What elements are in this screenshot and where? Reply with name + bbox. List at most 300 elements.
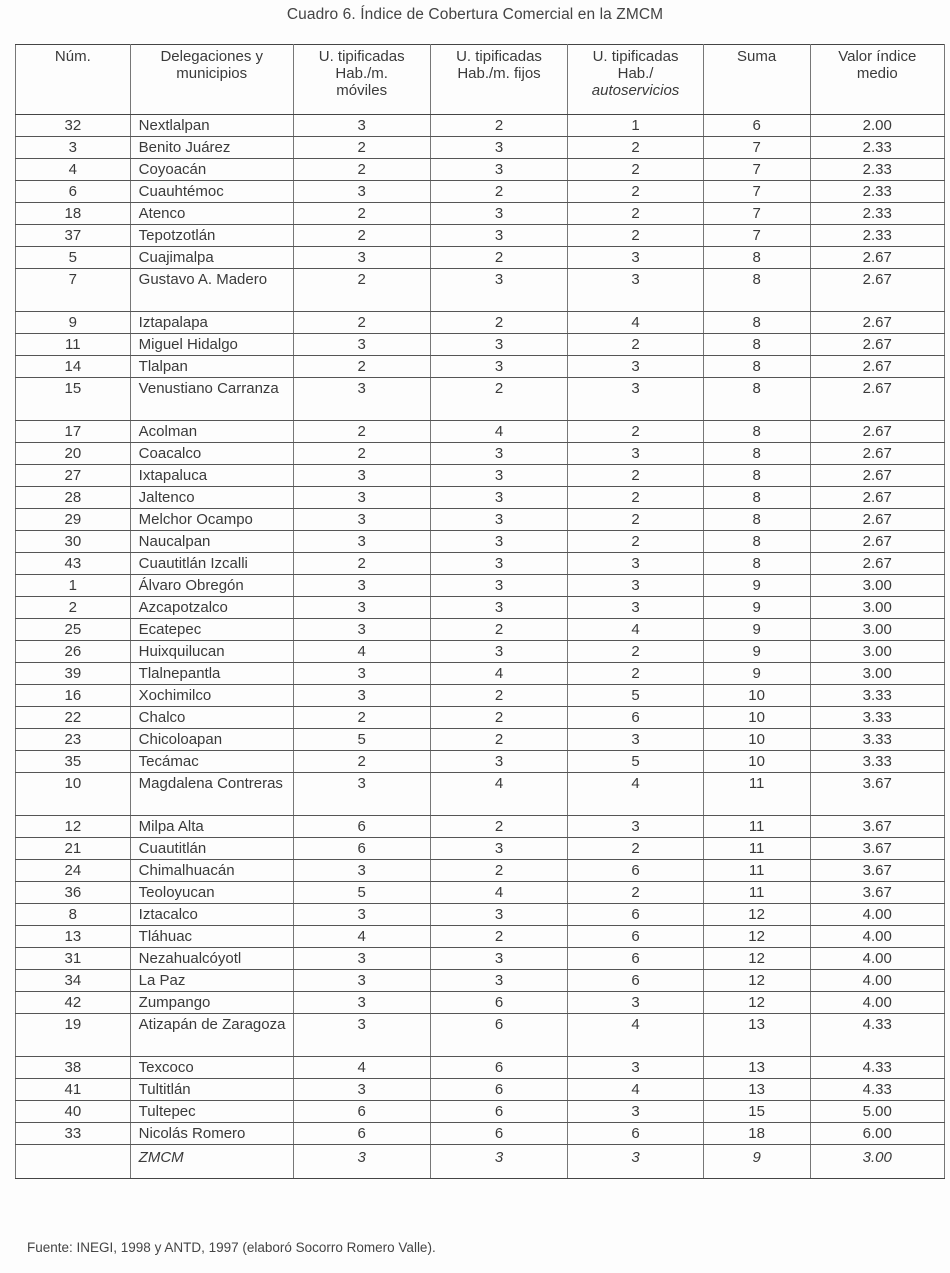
table-row	[16, 443, 945, 465]
table-row	[16, 619, 945, 641]
table-row	[16, 773, 945, 816]
cell-autoservicios: 6	[568, 904, 703, 926]
cell-suma: 13	[703, 1079, 810, 1101]
table-row	[16, 882, 945, 904]
cell-num: 14	[16, 356, 131, 378]
table-row	[16, 225, 945, 247]
cell-suma: 11	[703, 882, 810, 904]
cell-moviles: 3	[293, 685, 430, 707]
header-autoservicios-line1: U. tipificadas	[592, 48, 679, 65]
cell-indice: 3.00	[810, 619, 944, 641]
cell-suma: 13	[703, 1057, 810, 1079]
cell-suma: 11	[703, 838, 810, 860]
cell-moviles: 2	[293, 269, 430, 312]
cell-indice: 3.67	[810, 838, 944, 860]
cell-num: 19	[16, 1014, 131, 1057]
cell-autoservicios: 5	[568, 685, 703, 707]
cell-num: 10	[16, 773, 131, 816]
cell-suma: 8	[703, 247, 810, 269]
header-autoservicios	[568, 45, 703, 115]
cell-fijos: 3	[430, 641, 568, 663]
cell-autoservicios: 2	[568, 641, 703, 663]
cell-indice: 3.00	[810, 575, 944, 597]
header-num-label: Núm.	[54, 48, 91, 65]
cell-fijos: 3	[430, 531, 568, 553]
cell-moviles: 3	[293, 860, 430, 882]
cell-suma: 8	[703, 378, 810, 421]
cell-autoservicios: 3	[568, 1101, 703, 1123]
cell-indice: 2.33	[810, 203, 944, 225]
table-row	[16, 531, 945, 553]
cell-indice: 2.67	[810, 247, 944, 269]
cell-indice: 3.00	[810, 1145, 944, 1179]
cell-num: 35	[16, 751, 131, 773]
cell-indice: 4.33	[810, 1057, 944, 1079]
cell-indice: 3.33	[810, 707, 944, 729]
header-moviles-line3: móviles	[336, 82, 388, 99]
cell-fijos: 2	[430, 926, 568, 948]
cell-fijos: 4	[430, 421, 568, 443]
cell-autoservicios: 2	[568, 531, 703, 553]
cell-fijos: 2	[430, 816, 568, 838]
cell-moviles: 3	[293, 334, 430, 356]
cell-moviles: 3	[293, 465, 430, 487]
cell-name: Ixtapaluca	[130, 465, 293, 487]
table-header-row	[16, 45, 945, 115]
cell-suma: 10	[703, 685, 810, 707]
cell-num: 21	[16, 838, 131, 860]
cell-suma: 6	[703, 115, 810, 137]
cell-name: Chicoloapan	[130, 729, 293, 751]
cell-name: Miguel Hidalgo	[130, 334, 293, 356]
table-row	[16, 729, 945, 751]
cell-num: 25	[16, 619, 131, 641]
cell-moviles: 3	[293, 992, 430, 1014]
cell-suma: 8	[703, 509, 810, 531]
cell-num: 36	[16, 882, 131, 904]
cell-indice: 2.67	[810, 378, 944, 421]
cell-moviles: 3	[293, 904, 430, 926]
cell-autoservicios: 6	[568, 926, 703, 948]
cell-fijos: 3	[430, 509, 568, 531]
cell-indice: 2.33	[810, 159, 944, 181]
coverage-index-table	[15, 44, 945, 1179]
cell-name: Nextlalpan	[130, 115, 293, 137]
cell-indice: 3.67	[810, 773, 944, 816]
cell-name: Cuajimalpa	[130, 247, 293, 269]
cell-autoservicios: 3	[568, 816, 703, 838]
cell-name: Atizapán de Zaragoza	[130, 1014, 293, 1057]
cell-name: Naucalpan	[130, 531, 293, 553]
cell-indice: 2.67	[810, 356, 944, 378]
cell-autoservicios: 1	[568, 115, 703, 137]
cell-indice: 4.00	[810, 970, 944, 992]
cell-suma: 10	[703, 729, 810, 751]
cell-name: Nezahualcóyotl	[130, 948, 293, 970]
cell-autoservicios: 4	[568, 1079, 703, 1101]
cell-num: 4	[16, 159, 131, 181]
cell-num: 22	[16, 707, 131, 729]
cell-moviles: 3	[293, 247, 430, 269]
cell-moviles: 2	[293, 203, 430, 225]
cell-autoservicios: 3	[568, 729, 703, 751]
cell-name: Tlalnepantla	[130, 663, 293, 685]
header-indice-line2: medio	[856, 65, 898, 82]
cell-suma: 9	[703, 663, 810, 685]
cell-name: Tultepec	[130, 1101, 293, 1123]
cell-moviles: 3	[293, 663, 430, 685]
cell-fijos: 6	[430, 992, 568, 1014]
cell-num: 29	[16, 509, 131, 531]
cell-num: 28	[16, 487, 131, 509]
cell-fijos: 3	[430, 356, 568, 378]
header-delegaciones-line2: municipios	[176, 65, 248, 82]
cell-suma: 8	[703, 421, 810, 443]
cell-fijos: 3	[430, 948, 568, 970]
cell-name: Venustiano Carranza	[130, 378, 293, 421]
cell-autoservicios: 3	[568, 1145, 703, 1179]
header-moviles-line2: Hab./m.	[335, 65, 388, 82]
cell-name: Milpa Alta	[130, 816, 293, 838]
cell-indice: 2.00	[810, 115, 944, 137]
table-row	[16, 663, 945, 685]
cell-suma: 9	[703, 641, 810, 663]
header-suma-label: Suma	[737, 48, 777, 65]
cell-indice: 2.67	[810, 553, 944, 575]
cell-fijos: 3	[430, 597, 568, 619]
cell-fijos: 3	[430, 1145, 568, 1179]
cell-suma: 8	[703, 553, 810, 575]
header-moviles	[293, 45, 430, 115]
cell-suma: 13	[703, 1014, 810, 1057]
table-caption: Cuadro 6. Índice de Cobertura Comercial en la ZMCM	[286, 6, 664, 23]
cell-fijos: 2	[430, 729, 568, 751]
cell-num: 5	[16, 247, 131, 269]
cell-indice: 2.67	[810, 531, 944, 553]
cell-fijos: 4	[430, 882, 568, 904]
cell-moviles: 3	[293, 1145, 430, 1179]
cell-autoservicios: 3	[568, 269, 703, 312]
cell-name: Cuauhtémoc	[130, 181, 293, 203]
cell-name: ZMCM	[130, 1145, 293, 1179]
cell-num: 6	[16, 181, 131, 203]
cell-name: Melchor Ocampo	[130, 509, 293, 531]
table-row	[16, 378, 945, 421]
cell-fijos: 6	[430, 1079, 568, 1101]
cell-fijos: 4	[430, 773, 568, 816]
cell-autoservicios: 2	[568, 465, 703, 487]
cell-name: Jaltenco	[130, 487, 293, 509]
cell-suma: 12	[703, 904, 810, 926]
cell-indice: 4.00	[810, 992, 944, 1014]
cell-autoservicios: 3	[568, 992, 703, 1014]
cell-fijos: 3	[430, 269, 568, 312]
cell-suma: 8	[703, 487, 810, 509]
cell-indice: 2.33	[810, 137, 944, 159]
cell-num: 24	[16, 860, 131, 882]
cell-num: 20	[16, 443, 131, 465]
cell-autoservicios: 6	[568, 970, 703, 992]
cell-name: La Paz	[130, 970, 293, 992]
table-row	[16, 487, 945, 509]
header-fijos	[430, 45, 568, 115]
table-row	[16, 137, 945, 159]
table-row	[16, 269, 945, 312]
table-row	[16, 575, 945, 597]
cell-indice: 2.33	[810, 181, 944, 203]
cell-moviles: 3	[293, 970, 430, 992]
cell-indice: 2.67	[810, 269, 944, 312]
cell-autoservicios: 4	[568, 619, 703, 641]
table-row	[16, 159, 945, 181]
cell-moviles: 2	[293, 225, 430, 247]
cell-num: 7	[16, 269, 131, 312]
cell-name: Nicolás Romero	[130, 1123, 293, 1145]
table-row	[16, 421, 945, 443]
cell-fijos: 3	[430, 553, 568, 575]
cell-num: 9	[16, 312, 131, 334]
cell-autoservicios: 2	[568, 421, 703, 443]
table-row	[16, 992, 945, 1014]
cell-suma: 11	[703, 816, 810, 838]
header-suma	[703, 45, 810, 115]
cell-autoservicios: 2	[568, 181, 703, 203]
cell-moviles: 4	[293, 641, 430, 663]
cell-moviles: 3	[293, 531, 430, 553]
cell-autoservicios: 2	[568, 487, 703, 509]
cell-indice: 2.67	[810, 487, 944, 509]
cell-suma: 9	[703, 1145, 810, 1179]
cell-fijos: 2	[430, 247, 568, 269]
cell-fijos: 3	[430, 751, 568, 773]
cell-indice: 3.67	[810, 816, 944, 838]
cell-suma: 10	[703, 751, 810, 773]
cell-suma: 9	[703, 575, 810, 597]
cell-autoservicios: 4	[568, 1014, 703, 1057]
cell-indice: 2.67	[810, 334, 944, 356]
cell-autoservicios: 2	[568, 509, 703, 531]
cell-num: 31	[16, 948, 131, 970]
cell-indice: 3.33	[810, 685, 944, 707]
cell-suma: 9	[703, 619, 810, 641]
cell-autoservicios: 3	[568, 575, 703, 597]
cell-num: 32	[16, 115, 131, 137]
header-indice-line1: Valor índice	[838, 48, 917, 65]
table-row	[16, 926, 945, 948]
cell-moviles: 3	[293, 619, 430, 641]
cell-suma: 10	[703, 707, 810, 729]
cell-num: 26	[16, 641, 131, 663]
cell-fijos: 3	[430, 159, 568, 181]
cell-indice: 3.67	[810, 882, 944, 904]
cell-suma: 8	[703, 312, 810, 334]
cell-moviles: 3	[293, 378, 430, 421]
table-row	[16, 970, 945, 992]
cell-suma: 18	[703, 1123, 810, 1145]
cell-moviles: 4	[293, 926, 430, 948]
table-row	[16, 334, 945, 356]
cell-num: 12	[16, 816, 131, 838]
cell-indice: 3.33	[810, 729, 944, 751]
cell-name: Chimalhuacán	[130, 860, 293, 882]
cell-name: Huixquilucan	[130, 641, 293, 663]
table-row	[16, 356, 945, 378]
cell-fijos: 3	[430, 443, 568, 465]
cell-moviles: 6	[293, 1123, 430, 1145]
cell-autoservicios: 6	[568, 860, 703, 882]
header-delegaciones-line1: Delegaciones y	[160, 48, 263, 65]
cell-fijos: 3	[430, 487, 568, 509]
cell-name: Texcoco	[130, 1057, 293, 1079]
table-row	[16, 247, 945, 269]
cell-fijos: 3	[430, 904, 568, 926]
cell-fijos: 2	[430, 378, 568, 421]
cell-moviles: 2	[293, 421, 430, 443]
cell-indice: 2.67	[810, 421, 944, 443]
table-row	[16, 751, 945, 773]
cell-suma: 11	[703, 860, 810, 882]
cell-suma: 8	[703, 356, 810, 378]
cell-moviles: 6	[293, 838, 430, 860]
cell-num: 3	[16, 137, 131, 159]
cell-name: Coyoacán	[130, 159, 293, 181]
cell-autoservicios: 3	[568, 356, 703, 378]
cell-suma: 12	[703, 948, 810, 970]
table-row	[16, 553, 945, 575]
cell-fijos: 4	[430, 663, 568, 685]
cell-suma: 15	[703, 1101, 810, 1123]
cell-name: Álvaro Obregón	[130, 575, 293, 597]
cell-num: 33	[16, 1123, 131, 1145]
cell-indice: 2.67	[810, 443, 944, 465]
cell-fijos: 6	[430, 1101, 568, 1123]
header-indice	[810, 45, 944, 115]
cell-indice: 4.00	[810, 926, 944, 948]
cell-autoservicios: 6	[568, 948, 703, 970]
cell-moviles: 3	[293, 948, 430, 970]
table-row	[16, 816, 945, 838]
cell-autoservicios: 3	[568, 247, 703, 269]
cell-num: 27	[16, 465, 131, 487]
cell-autoservicios: 2	[568, 334, 703, 356]
table-row	[16, 904, 945, 926]
cell-suma: 12	[703, 992, 810, 1014]
cell-moviles: 3	[293, 181, 430, 203]
table-row	[16, 312, 945, 334]
cell-fijos: 3	[430, 838, 568, 860]
cell-moviles: 3	[293, 1014, 430, 1057]
cell-moviles: 3	[293, 575, 430, 597]
cell-autoservicios: 6	[568, 707, 703, 729]
cell-indice: 2.33	[810, 225, 944, 247]
cell-autoservicios: 4	[568, 312, 703, 334]
cell-moviles: 2	[293, 553, 430, 575]
table-row	[16, 509, 945, 531]
cell-indice: 4.33	[810, 1014, 944, 1057]
table-row	[16, 1101, 945, 1123]
cell-name: Magdalena Contreras	[130, 773, 293, 816]
table-row	[16, 181, 945, 203]
cell-fijos: 2	[430, 312, 568, 334]
header-moviles-line1: U. tipificadas	[318, 48, 405, 65]
cell-suma: 11	[703, 773, 810, 816]
cell-suma: 7	[703, 203, 810, 225]
cell-num: 23	[16, 729, 131, 751]
table-row	[16, 1123, 945, 1145]
cell-num: 41	[16, 1079, 131, 1101]
cell-fijos: 2	[430, 685, 568, 707]
cell-indice: 4.33	[810, 1079, 944, 1101]
cell-autoservicios: 2	[568, 203, 703, 225]
cell-moviles: 2	[293, 312, 430, 334]
cell-num: 18	[16, 203, 131, 225]
header-num	[16, 45, 131, 115]
cell-fijos: 2	[430, 707, 568, 729]
table-row	[16, 948, 945, 970]
cell-name: Iztacalco	[130, 904, 293, 926]
table-body	[16, 115, 945, 1179]
cell-moviles: 3	[293, 509, 430, 531]
cell-moviles: 2	[293, 707, 430, 729]
cell-moviles: 3	[293, 597, 430, 619]
header-delegaciones	[130, 45, 293, 115]
cell-suma: 12	[703, 926, 810, 948]
table-row	[16, 641, 945, 663]
cell-moviles: 6	[293, 816, 430, 838]
cell-indice: 5.00	[810, 1101, 944, 1123]
table-row	[16, 115, 945, 137]
cell-num: 43	[16, 553, 131, 575]
cell-fijos: 3	[430, 334, 568, 356]
cell-fijos: 2	[430, 181, 568, 203]
cell-indice: 6.00	[810, 1123, 944, 1145]
cell-autoservicios: 2	[568, 225, 703, 247]
header-autoservicios-line3: autoservicios	[591, 82, 680, 99]
header-fijos-line2: Hab./m. fijos	[457, 65, 541, 82]
cell-moviles: 2	[293, 159, 430, 181]
cell-name: Coacalco	[130, 443, 293, 465]
cell-fijos: 6	[430, 1014, 568, 1057]
cell-moviles: 3	[293, 487, 430, 509]
table-total-row	[16, 1145, 945, 1179]
table-row	[16, 203, 945, 225]
cell-num: 38	[16, 1057, 131, 1079]
cell-moviles: 3	[293, 1079, 430, 1101]
cell-autoservicios: 3	[568, 378, 703, 421]
cell-name: Chalco	[130, 707, 293, 729]
cell-suma: 7	[703, 225, 810, 247]
cell-suma: 8	[703, 465, 810, 487]
cell-autoservicios: 3	[568, 553, 703, 575]
cell-name: Teoloyucan	[130, 882, 293, 904]
cell-fijos: 3	[430, 465, 568, 487]
cell-num: 2	[16, 597, 131, 619]
cell-autoservicios: 2	[568, 838, 703, 860]
cell-num	[16, 1145, 131, 1179]
table-row	[16, 465, 945, 487]
table-row	[16, 707, 945, 729]
cell-suma: 8	[703, 531, 810, 553]
cell-num: 17	[16, 421, 131, 443]
cell-suma: 7	[703, 159, 810, 181]
cell-name: Tultitlán	[130, 1079, 293, 1101]
cell-name: Iztapalapa	[130, 312, 293, 334]
cell-fijos: 3	[430, 137, 568, 159]
cell-name: Tepotzotlán	[130, 225, 293, 247]
cell-autoservicios: 6	[568, 1123, 703, 1145]
table-row	[16, 1014, 945, 1057]
cell-suma: 9	[703, 597, 810, 619]
